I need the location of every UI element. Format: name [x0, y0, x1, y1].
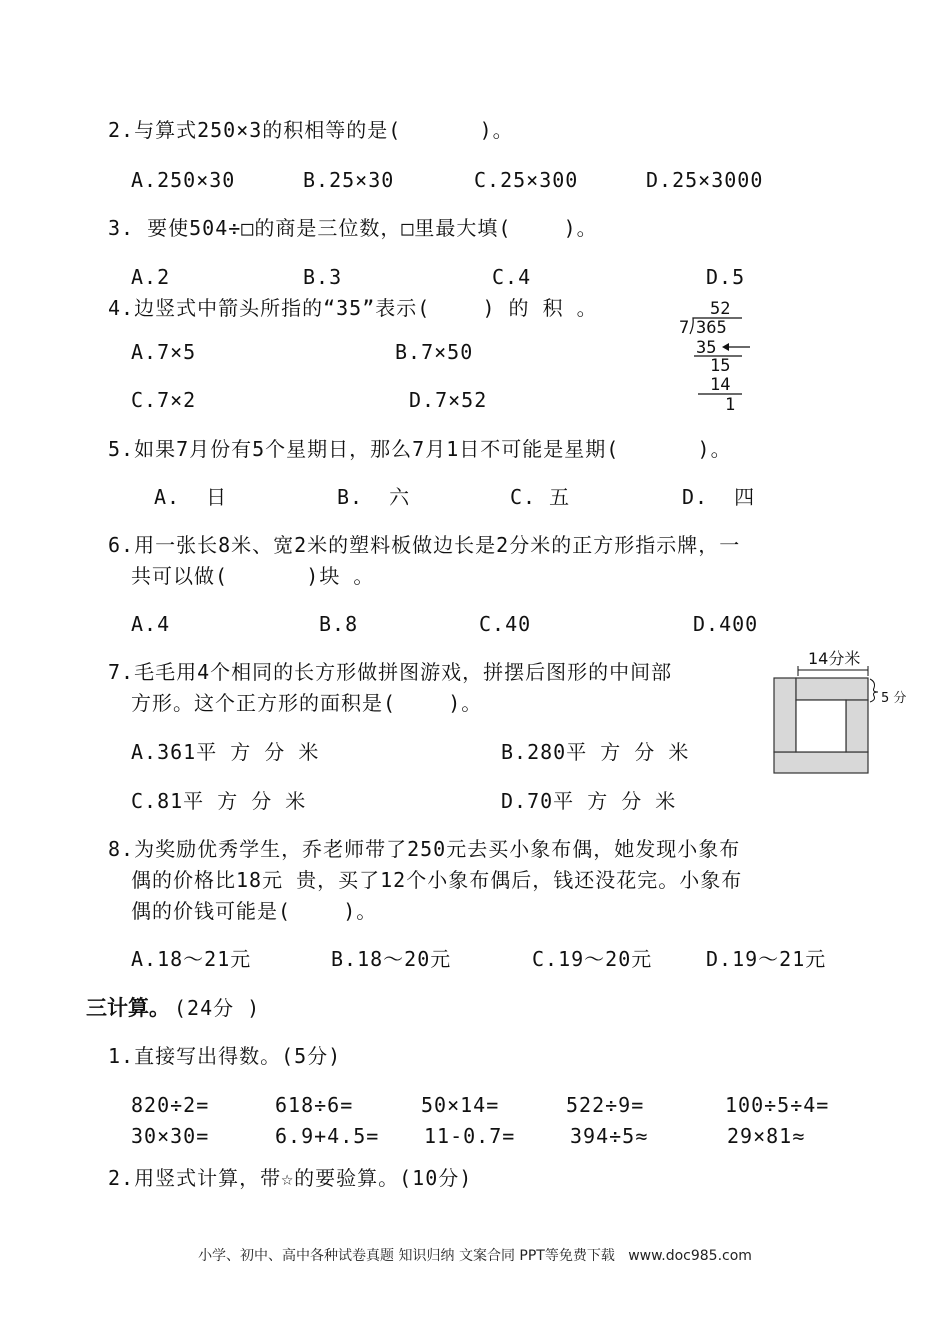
page-footer: 小学、初中、高中各种试卷真题 知识归纳 文案合同 PPT等免费下载 www.doc985.com	[198, 1248, 752, 1264]
figure-top-label: 14分米	[808, 649, 861, 668]
division-step-35: 35	[696, 338, 717, 358]
calc-r2-c2: 6.9+4.5=	[275, 1124, 380, 1148]
q6-option-b: B.8	[319, 612, 359, 636]
pinwheel-rectangles-figure	[766, 642, 946, 777]
calc-r1-c3: 50×14=	[421, 1093, 500, 1117]
q4-option-a: A.7×5	[131, 340, 197, 364]
q6-option-d: D.400	[693, 612, 759, 636]
q2-option-a: A.250×30	[131, 168, 236, 192]
q4-option-d: D.7×52	[409, 388, 488, 412]
q6-option-c: C.40	[479, 612, 532, 636]
q7-option-b: B.280平 方 分 米	[501, 740, 690, 764]
q5-option-d: D. 四	[682, 485, 756, 509]
q7-stem-line1: 7.毛毛用4个相同的长方形做拼图游戏，拼摆后图形的中间部	[108, 660, 673, 684]
q4-option-c: C.7×2	[131, 388, 197, 412]
rect-right	[846, 700, 868, 752]
q7-option-a: A.361平 方 分 米	[131, 740, 320, 764]
q8-stem-line3: 偶的价钱可能是( )。	[131, 899, 378, 923]
q5-stem: 5.如果7月份有5个星期日，那么7月1日不可能是星期( )。	[108, 437, 732, 461]
q6-stem-line1: 6.用一张长8米、宽2米的塑料板做边长是2分米的正方形指示牌，一	[108, 533, 741, 557]
calc-r2-c3: 11-0.7=	[424, 1124, 516, 1148]
section3-sub1: 1.直接写出得数。(5分)	[108, 1044, 342, 1068]
q8-stem-line1: 8.为奖励优秀学生，乔老师带了250元去买小象布偶，她发现小象布	[108, 837, 741, 861]
division-remainder-1: 1	[725, 395, 736, 415]
q8-option-a: A.18～21元	[131, 947, 252, 971]
q3-stem: 3. 要使504÷□的商是三位数，□里最大填( )。	[108, 216, 598, 240]
q3-option-b: B.3	[303, 265, 343, 289]
division-remainder-15: 15	[710, 356, 731, 376]
figure-side-label: 5 分	[881, 691, 907, 706]
q2-option-b: B.25×30	[303, 168, 395, 192]
q2-stem: 2.与算式250×3的积相等的是( )。	[108, 118, 514, 142]
q6-stem-line2: 共可以做( )块 。	[131, 564, 375, 588]
q4-stem: 4.边竖式中箭头所指的“35”表示( ) 的 积 。	[108, 296, 598, 320]
q7-option-c: C.81平 方 分 米	[131, 789, 307, 813]
calc-r1-c1: 820÷2=	[131, 1093, 210, 1117]
rect-left	[774, 678, 796, 752]
q5-option-c: C. 五	[510, 485, 571, 509]
q4-option-b: B.7×50	[395, 340, 474, 364]
q8-option-b: B.18～20元	[331, 947, 452, 971]
q2-option-c: C.25×300	[474, 168, 579, 192]
q2-option-d: D.25×3000	[646, 168, 764, 192]
calc-r2-c5: 29×81≈	[727, 1124, 806, 1148]
calc-r1-c5: 100÷5÷4=	[725, 1093, 830, 1117]
q8-option-d: D.19～21元	[706, 947, 827, 971]
division-step-14: 14	[710, 375, 731, 395]
division-divisor: 7	[679, 318, 690, 338]
q3-option-a: A.2	[131, 265, 171, 289]
rect-bottom	[774, 752, 868, 773]
section3-title: 三计算。	[86, 996, 170, 1020]
q8-stem-line2: 偶的价格比18元 贵，买了12个小象布偶后，钱还没花完。小象布	[131, 868, 743, 892]
section3-score: (24分 )	[174, 996, 261, 1020]
division-dividend: 365	[696, 318, 727, 338]
brace-icon	[870, 679, 878, 702]
q3-option-d: D.5	[706, 265, 746, 289]
q6-option-a: A.4	[131, 612, 171, 636]
q5-option-b: B. 六	[337, 485, 411, 509]
center-square	[796, 700, 846, 752]
q8-option-c: C.19～20元	[532, 947, 653, 971]
calc-r1-c2: 618÷6=	[275, 1093, 354, 1117]
q3-option-c: C.4	[492, 265, 532, 289]
calc-r2-c4: 394÷5≈	[570, 1124, 649, 1148]
q7-stem-line2: 方形。这个正方形的面积是( )。	[131, 691, 483, 715]
long-division-figure	[670, 296, 760, 416]
calc-r1-c4: 522÷9=	[566, 1093, 645, 1117]
section3-sub2: 2.用竖式计算，带☆的要验算。(10分)	[108, 1166, 473, 1190]
rect-top	[796, 678, 868, 700]
q5-option-a: A. 日	[154, 485, 228, 509]
calc-r2-c1: 30×30=	[131, 1124, 210, 1148]
arrow-left-icon	[722, 343, 750, 351]
division-quotient: 52	[710, 299, 731, 319]
q7-option-d: D.70平 方 分 米	[501, 789, 677, 813]
